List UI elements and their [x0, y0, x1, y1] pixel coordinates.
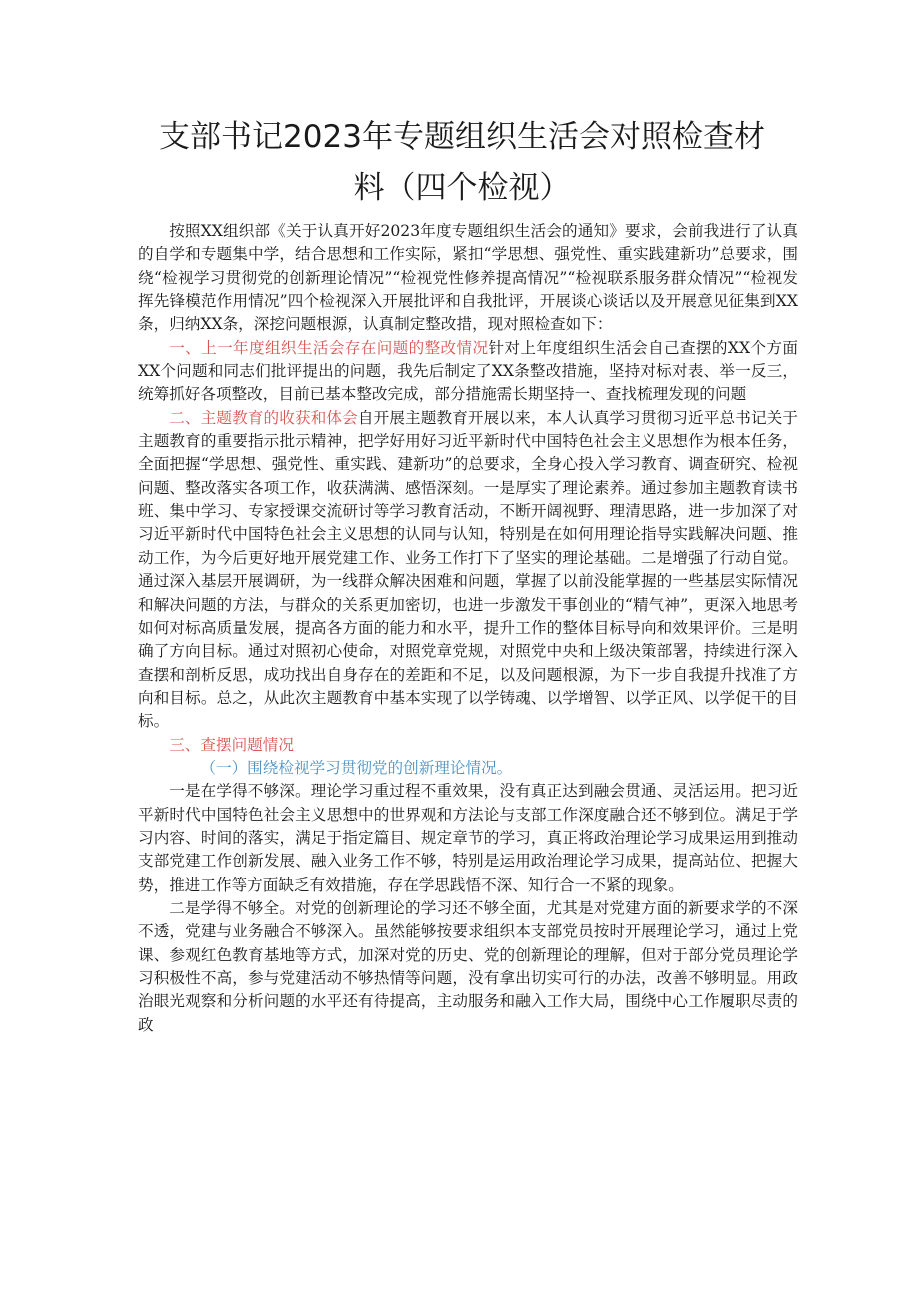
subsection-1-paragraph	[138, 757, 798, 780]
title-line-2: 料（四个检视）	[353, 170, 571, 206]
document-body	[138, 220, 798, 1037]
section-3-paragraph	[138, 734, 798, 757]
intro-paragraph: 按照XX组织部《关于认真开好2023年度专题组织生活会的通知》要求，会前我进行了认真的自学和专题集中学，结合思想和工作实际，紧扣“学思想、强党性、重实践建新功”总要求，围绕“检视学习贯彻党的创新理论情况”“检视党性修养提高情况”“检视联系服务群众情况”“检视发挥先锋模范作用情况”四个检视深入开展批评和自我批评，开展谈心谈话以及开展意见征集到XX条，归纳XX条，深挖问题根源，认真制定整改措，现对照检查如下：	[138, 222, 798, 334]
subsection-1-heading: （一）围绕检视学习贯彻党的创新理论情况。	[200, 758, 513, 777]
section-2-heading: 二、主题教育的收获和体会	[169, 408, 358, 427]
section-2-paragraph	[138, 407, 798, 734]
section-1-body: 针对上年度组织生活会自己查摆的XX个方面XX个问题和同志们批评提出的问题，我先后制定了XX条整改措施，坚持对标对表、举一反三，统筹抓好各项整改，目前已基本整改完成，部分措施需长期坚持一、查找梳理发现的问题	[138, 338, 798, 404]
problem-two-paragraph: 二是学得不够全。对党的创新理论的学习还不够全面，尤其是对党建方面的新要求学的不深不透，党建与业务融合不够深入。虽然能够按要求组织本支部党员按时开展理论学习，通过上党课、参观红色教育基地等方式，加深对党的历史、党的创新理论的理解，但对于部分党员理论学习积极性不高，参与党建活动不够热情等问题，没有拿出切实可行的办法，改善不够明显。用政治眼光观察和分析问题的水平还有待提高，主动服务和融入工作大局，围绕中心工作履职尽责的政	[138, 898, 798, 1034]
section-1-heading: 一、上一年度组织生活会存在问题的整改情况	[169, 338, 489, 357]
title-line-1: 支部书记2023年专题组织生活会对照检查材	[159, 119, 765, 155]
section-3-heading: 三、查摆问题情况	[169, 735, 294, 754]
problem-one-paragraph: 一是在学得不够深。理论学习重过程不重效果，没有真正达到融会贯通、灵活运用。把习近平新时代中国特色社会主义思想中的世界观和方法论与支部工作深度融合还不够到位。满足于学习内容、时间的落实，满足于指定篇目、规定章节的学习，真正将政治理论学习成果运用到推动支部党建工作创新发展、融入业务工作不够，特别是运用政治理论学习成果，提高站位、把握大势，推进工作等方面缺乏有效措施，存在学思践悟不深、知行合一不紧的现象。	[138, 782, 798, 894]
section-1-paragraph	[138, 337, 798, 407]
section-2-body: 自开展主题教育开展以来，本人认真学习贯彻习近平总书记关于主题教育的重要指示批示精神，把学好用好习近平新时代中国特色社会主义思想作为根本任务，全面把握“学思想、强党性、重实践、建新功”的总要求，全身心投入学习教育、调查研究、检视问题、整改落实各项工作，收获满满、感悟深刻。一是厚实了理论素养。通过参加主题教育读书班、集中学习、专家授课交流研讨等学习教育活动，不断开阔视野、理清思路，进一步加深了对习近平新时代中国特色社会主义思想的认同与认知，特别是在如何用理论指导实践解决问题、推动工作，为今后更好地开展党建工作、业务工作打下了坚实的理论基础。二是增强了行动自觉。通过深入基层开展调研，为一线群众解决困难和问题，掌握了以前没能掌握的一些基层实际情况和解决问题的方法，与群众的关系更加密切，也进一步激发干事创业的“精气神”，更深入地思考如何对标高质量发展，提高各方面的能力和水平，提升工作的整体目标导向和效果评价。三是明确了方向目标。通过对照初心使命，对照党章党规，对照党中央和上级决策部署，持续进行深入查摆和剖析反思，成功找出自身存在的差距和不足，以及问题根源，为下一步自我提升找准了方向和目标。总之，从此次主题教育中基本实现了以学铸魂、以学增智、以学正风、以学促干的目标。	[138, 408, 798, 731]
document-title	[138, 112, 786, 214]
